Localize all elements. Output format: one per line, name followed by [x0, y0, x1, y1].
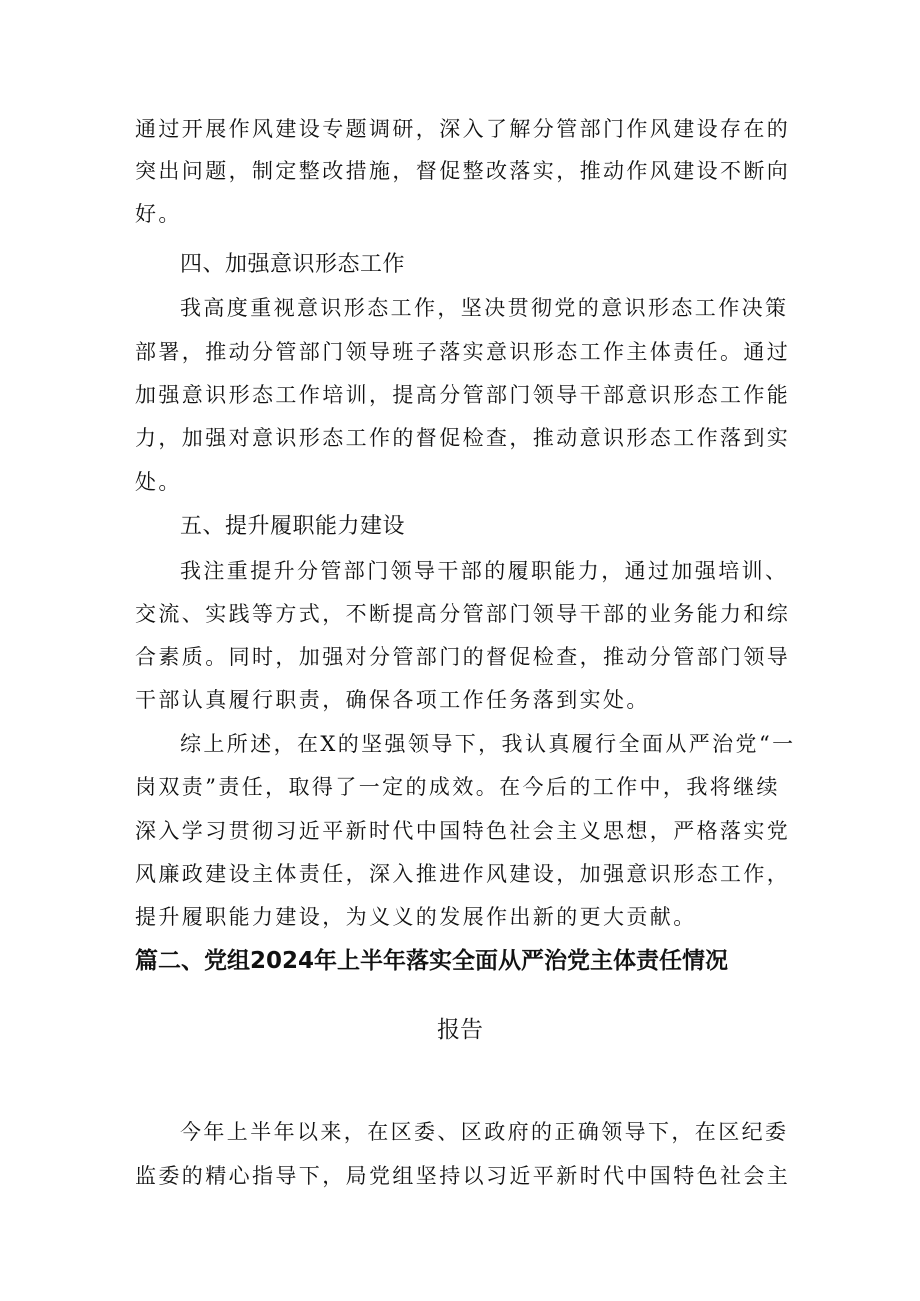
section-heading: 四、加强意识形态工作 — [180, 252, 406, 277]
body-text-line: 综上所述，在X的坚强领导下，我认真履行全面从严治党“一 — [180, 732, 796, 756]
body-text-line: 我注重提升分管部门领导干部的履职能力，通过加强培训、 — [180, 559, 789, 583]
body-text-line: 力，加强对意识形态工作的督促检查，推动意识形态工作落到实 — [135, 426, 791, 450]
body-text-line: 交流、实践等方式，不断提高分管部门领导干部的业务能力和综 — [135, 602, 791, 626]
body-text-line: 通过开展作风建设专题调研，深入了解分管部门作风建设存在的 — [135, 117, 791, 141]
body-text-line: 部署，推动分管部门领导班子落实意识形态工作主体责任。通过 — [135, 340, 791, 364]
body-text-line: 好。 — [135, 202, 182, 226]
body-text-line: 突出问题，制定整改措施，督促整改落实，推动作风建设不断向 — [135, 159, 791, 183]
document-title: 篇二、党组2024年上半年落实全面从严治党主体责任情况 — [135, 948, 729, 974]
section-heading: 五、提升履职能力建设 — [180, 514, 406, 539]
document-title-continuation: 报告 — [437, 1017, 483, 1043]
body-text-line: 岗双责”责任，取得了一定的成效。在今后的工作中，我将继续 — [135, 775, 780, 799]
body-text-line: 合素质。同时，加强对分管部门的督促检查，推动分管部门领导 — [135, 645, 791, 669]
body-text-line: 干部认真履行职责，确保各项工作任务落到实处。 — [135, 688, 650, 712]
body-text-line: 监委的精心指导下，局党组坚持以习近平新时代中国特色社会主 — [135, 1164, 791, 1188]
body-text-line: 加强意识形态工作培训，提高分管部门领导干部意识形态工作能 — [135, 383, 791, 407]
body-text-line: 今年上半年以来，在区委、区政府的正确领导下，在区纪委 — [180, 1120, 789, 1144]
body-text-line: 我高度重视意识形态工作，坚决贯彻党的意识形态工作决策 — [180, 296, 789, 320]
body-text-line: 深入学习贯彻习近平新时代中国特色社会主义思想，严格落实党 — [135, 819, 791, 843]
body-text-line: 处。 — [135, 470, 182, 494]
body-text-line: 风廉政建设主体责任，深入推进作风建设，加强意识形态工作， — [135, 862, 791, 886]
body-text-line: 提升履职能力建设，为义义的发展作出新的更大贡献。 — [135, 905, 697, 929]
